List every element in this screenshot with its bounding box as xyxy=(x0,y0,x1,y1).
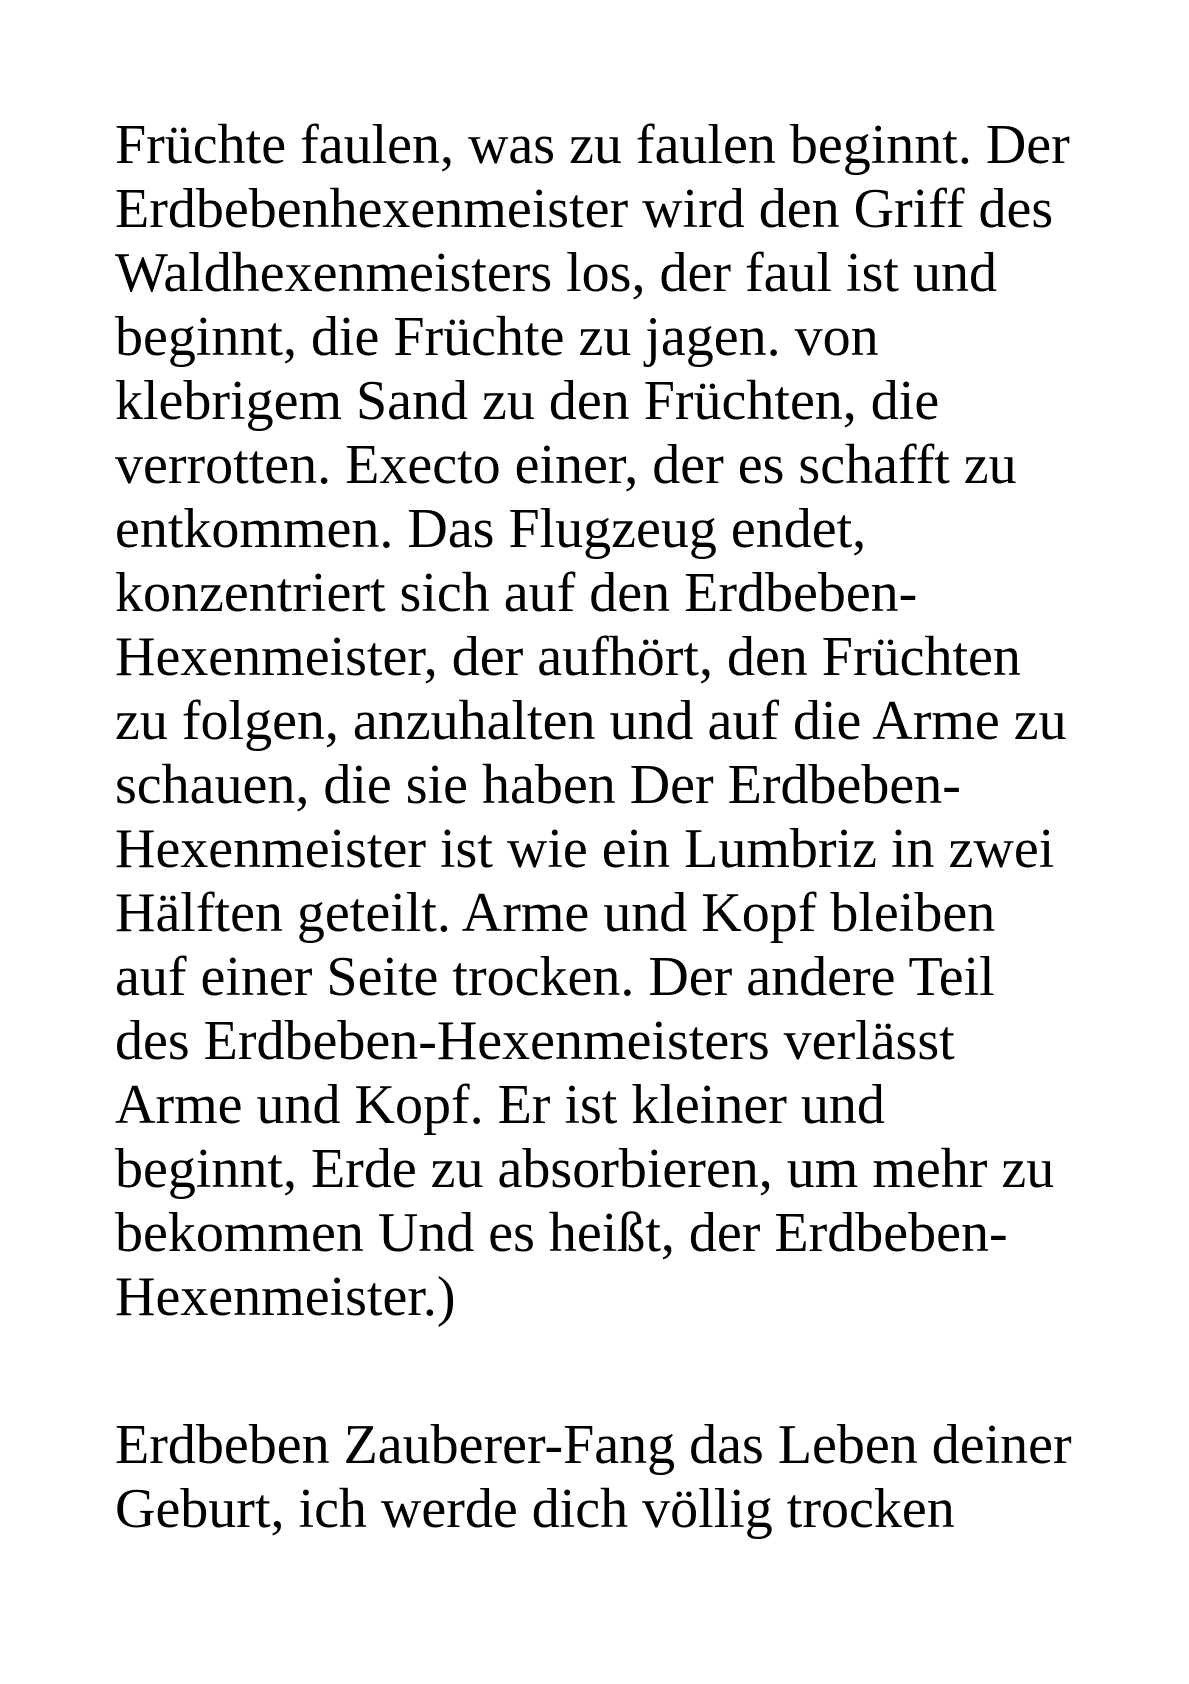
paragraph-1-line-16: Arme und Kopf. Er ist kleiner und xyxy=(115,1074,885,1136)
paragraph-1-line-17: beginnt, Erde zu absorbieren, um mehr zu xyxy=(115,1138,1055,1200)
paragraph-1-line-4: beginnt, die Früchte zu jagen. von xyxy=(115,306,879,368)
paragraph-1-line-1: Früchte faulen, was zu faulen beginnt. Der xyxy=(115,114,1070,176)
paragraph-1-line-14: auf einer Seite trocken. Der andere Teil xyxy=(115,946,995,1008)
paragraph-2-line-1: Erdbeben Zauberer-Fang das Leben deiner xyxy=(115,1414,1072,1476)
paragraph-1-line-2: Erdbebenhexenmeister wird den Griff des xyxy=(115,178,1054,240)
paragraph-1-line-8: konzentriert sich auf den Erdbeben- xyxy=(115,562,918,624)
paragraph-1-line-11: schauen, die sie haben Der Erdbeben- xyxy=(115,754,961,816)
paragraph-1-line-5: klebrigem Sand zu den Früchten, die xyxy=(115,370,940,432)
paragraph-1-line-10: zu folgen, anzuhalten und auf die Arme zu xyxy=(115,690,1067,752)
paragraph-1-line-7: entkommen. Das Flugzeug endet, xyxy=(115,498,867,560)
paragraph-1-line-15: des Erdbeben-Hexenmeisters verlässt xyxy=(115,1010,955,1072)
paragraph-1-line-9: Hexenmeister, der aufhört, den Früchten xyxy=(115,626,1021,688)
paragraph-2-line-2: Geburt, ich werde dich völlig trocken xyxy=(115,1478,955,1540)
paragraph-1-line-13: Hälften geteilt. Arme und Kopf bleiben xyxy=(115,882,996,944)
paragraph-1-line-19: Hexenmeister.) xyxy=(115,1266,456,1328)
paragraph-1-line-18: bekommen Und es heißt, der Erdbeben- xyxy=(115,1202,1008,1264)
paragraph-1-line-3: Waldhexenmeisters los, der faul ist und xyxy=(115,242,997,304)
paragraph-1-line-6: verrotten. Execto einer, der es schafft zu xyxy=(115,434,1017,496)
paragraph-1-line-12: Hexenmeister ist wie ein Lumbriz in zwei xyxy=(115,818,1055,880)
